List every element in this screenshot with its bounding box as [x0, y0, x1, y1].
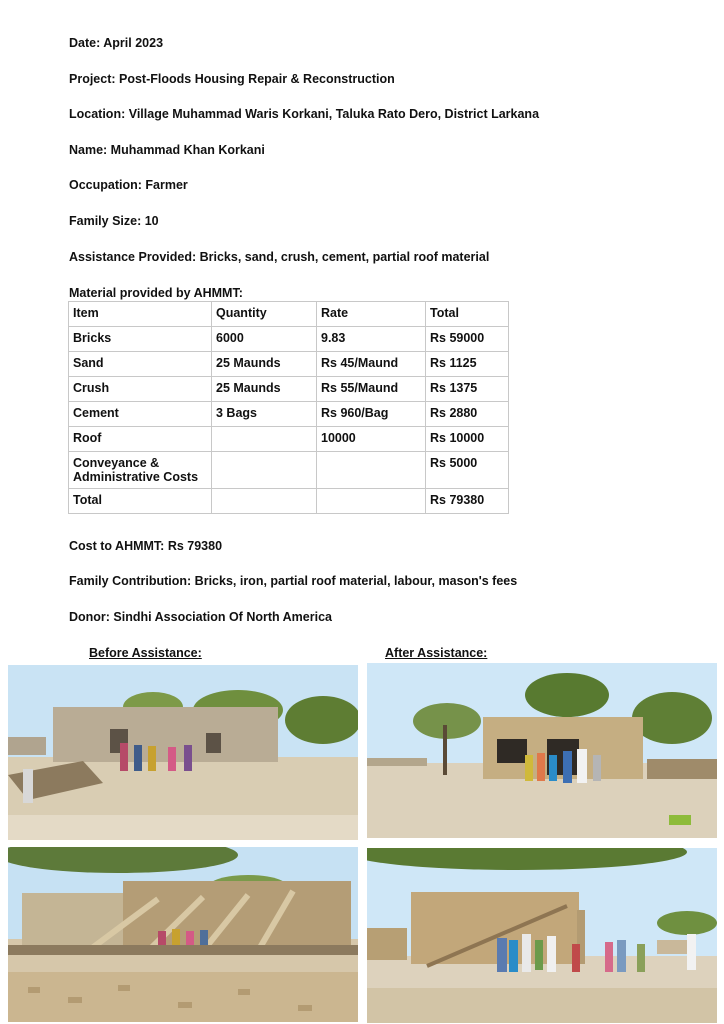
- table-cell: [317, 489, 426, 514]
- table-cell: Rs 960/Bag: [317, 402, 426, 427]
- table-cell: Crush: [69, 377, 212, 402]
- table-cell: Total: [69, 489, 212, 514]
- table-cell: Rs 59000: [426, 327, 509, 352]
- before-assistance-label: Before Assistance:: [89, 646, 202, 660]
- table-row: [69, 352, 509, 377]
- table-cell: 3 Bags: [212, 402, 317, 427]
- table-row: [69, 427, 509, 452]
- table-cell: [317, 452, 426, 489]
- table-cell: 6000: [212, 327, 317, 352]
- table-row: [69, 327, 509, 352]
- table-row: [69, 402, 509, 427]
- table-cell: Rs 45/Maund: [317, 352, 426, 377]
- after-assistance-label: After Assistance:: [385, 646, 488, 660]
- table-cell: Rs 5000: [426, 452, 509, 489]
- table-row: [69, 377, 509, 402]
- location-line: Location: Village Muhammad Waris Korkani, Taluka Rato Dero, District Larkana: [69, 107, 540, 121]
- occupation-line: Occupation: Farmer: [69, 178, 188, 192]
- table-cell: Bricks: [69, 327, 212, 352]
- materials-table: [68, 301, 509, 514]
- family-size-line: Family Size: 10: [69, 214, 159, 228]
- table-cell: [212, 427, 317, 452]
- table-cell: 9.83: [317, 327, 426, 352]
- table-cell: Roof: [69, 427, 212, 452]
- name-line: Name: Muhammad Khan Korkani: [69, 143, 265, 157]
- column-header: Total: [426, 302, 509, 327]
- table-cell: Conveyance & Administrative Costs: [69, 452, 212, 489]
- assistance-line: Assistance Provided: Bricks, sand, crush, cement, partial roof material: [69, 250, 490, 264]
- table-cell: Rs 10000: [426, 427, 509, 452]
- column-header: Rate: [317, 302, 426, 327]
- table-cell: Sand: [69, 352, 212, 377]
- before-photo-1: [8, 665, 358, 840]
- table-cell: [212, 489, 317, 514]
- family-contribution-line: Family Contribution: Bricks, iron, partial roof material, labour, mason's fees: [69, 574, 518, 588]
- project-line: Project: Post-Floods Housing Repair & Reconstruction: [69, 72, 395, 86]
- table-cell: Rs 1375: [426, 377, 509, 402]
- cost-line: Cost to AHMMT: Rs 79380: [69, 539, 223, 553]
- column-header: Quantity: [212, 302, 317, 327]
- table-cell: Rs 1125: [426, 352, 509, 377]
- column-header: Item: [69, 302, 212, 327]
- date-line: Date: April 2023: [69, 36, 164, 50]
- after-photo-1: [367, 663, 717, 838]
- table-cell: Rs 79380: [426, 489, 509, 514]
- table-cell: 10000: [317, 427, 426, 452]
- materials-heading: Material provided by AHMMT:: [69, 286, 243, 300]
- before-photo-2: [8, 847, 358, 1022]
- table-cell: Cement: [69, 402, 212, 427]
- table-header-row: [69, 302, 509, 327]
- table-row: [69, 489, 509, 514]
- table-cell: Rs 2880: [426, 402, 509, 427]
- table-cell: [212, 452, 317, 489]
- table-cell: 25 Maunds: [212, 377, 317, 402]
- table-cell: Rs 55/Maund: [317, 377, 426, 402]
- table-row: [69, 452, 509, 489]
- table-cell: 25 Maunds: [212, 352, 317, 377]
- after-photo-2: [367, 848, 717, 1023]
- donor-line: Donor: Sindhi Association Of North America: [69, 610, 332, 624]
